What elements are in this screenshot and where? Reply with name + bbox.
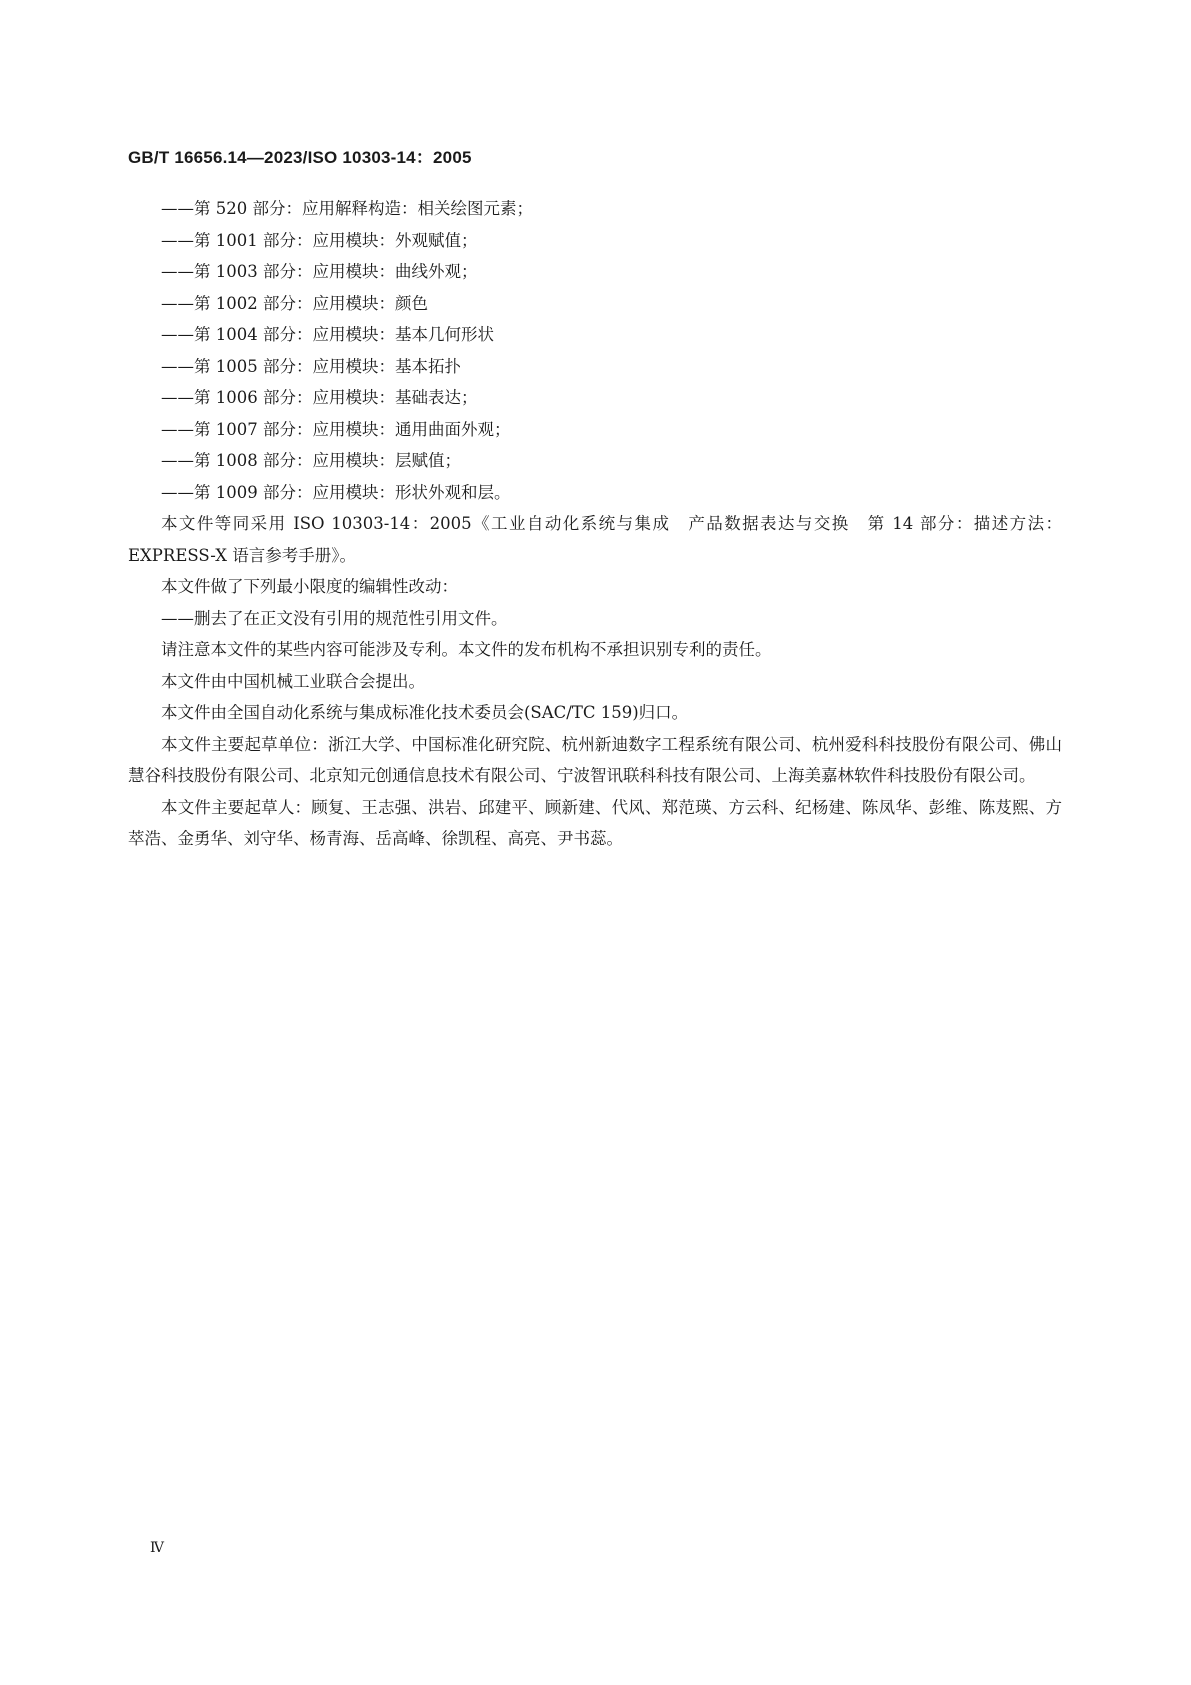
list-item: ——第 1001 部分：应用模块：外观赋值；	[161, 230, 478, 250]
adoption-paragraph: 本文件等同采用 ISO 10303-14：2005《工业自动化系统与集成 产品数据表达与交换 第 14 部分：描述方法：EXPRESS-X 语言参考手册》。	[128, 514, 1062, 565]
drafters-paragraph: 本文件主要起草人：顾复、王志强、洪岩、邱建平、顾新建、代风、郑范瑛、方云科、纪杨建、陈凤华、彭维、陈芨熙、方萃浩、金勇华、刘守华、杨青海、岳高峰、徐凯程、高亮、尹书蕊。	[128, 797, 1062, 848]
list-item: ——第 1005 部分：应用模块：基本拓扑	[161, 356, 461, 376]
foreword-body	[128, 193, 1062, 855]
list-item: ——第 1004 部分：应用模块：基本几何形状	[161, 325, 494, 344]
patent-notice: 请注意本文件的某些内容可能涉及专利。本文件的发布机构不承担识别专利的责任。	[161, 640, 772, 659]
centralized-paragraph: 本文件由全国自动化系统与集成标准化技术委员会(SAC/TC 159)归口。	[161, 703, 689, 722]
drafting-units-paragraph: 本文件主要起草单位：浙江大学、中国标准化研究院、杭州新迪数字工程系统有限公司、杭州爱科科技股份有限公司、佛山慧谷科技股份有限公司、北京知元创通信息技术有限公司、宁波智讯联科科技有限公司、上海美嘉林软件科技股份有限公司。	[128, 734, 1062, 785]
list-item: ——第 1006 部分：应用模块：基础表达；	[161, 388, 478, 407]
list-item: ——第 1003 部分：应用模块：曲线外观；	[161, 262, 478, 281]
list-item: ——第 1007 部分：应用模块：通用曲面外观；	[161, 419, 511, 439]
list-item: ——第 520 部分：应用解释构造：相关绘图元素；	[161, 199, 533, 218]
editorial-change-item: ——删去了在正文没有引用的规范性引用文件。	[161, 608, 508, 628]
parts-list	[128, 193, 1062, 508]
document-code-header: GB/T 16656.14—2023/ISO 10303-14：2005	[128, 148, 472, 167]
list-item: ——第 1008 部分：应用模块：层赋值；	[161, 451, 461, 470]
proposer-paragraph: 本文件由中国机械工业联合会提出。	[161, 671, 425, 691]
editorial-changes-intro: 本文件做了下列最小限度的编辑性改动：	[161, 577, 458, 596]
page-number: Ⅳ	[150, 1540, 164, 1556]
list-item: ——第 1002 部分：应用模块：颜色	[161, 293, 428, 313]
list-item: ——第 1009 部分：应用模块：形状外观和层。	[161, 482, 511, 502]
